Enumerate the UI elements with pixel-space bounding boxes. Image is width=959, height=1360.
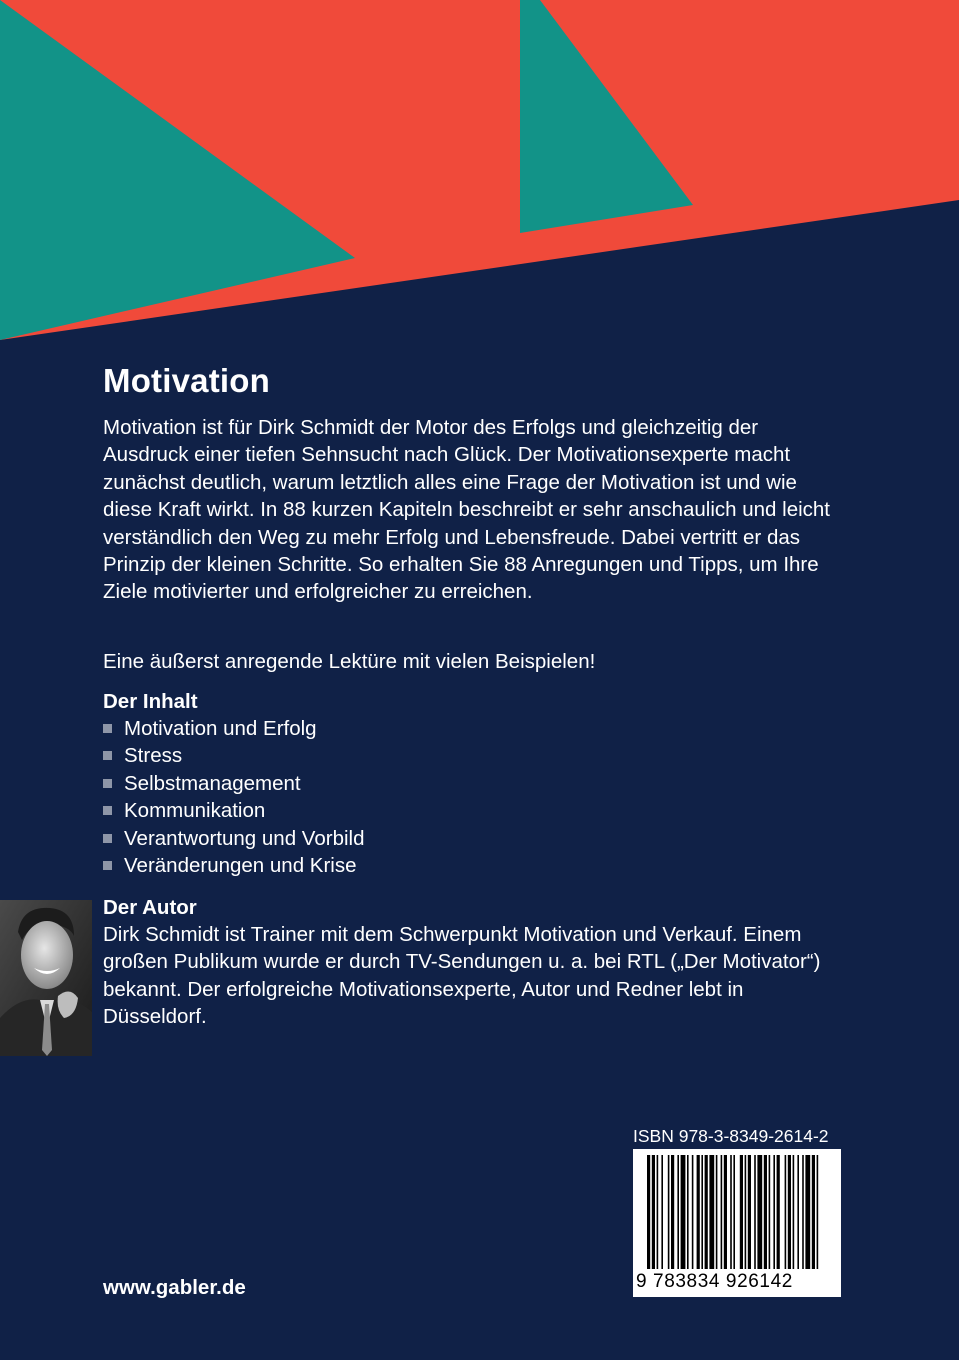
list-item: Veränderungen und Krise [103,852,364,879]
author-bio: Dirk Schmidt ist Trainer mit dem Schwerpunkt Motivation und Verkauf. Einem großen Publikum wurde er durch TV-Sendungen u. a. bei RTL („Der Motivator“) bekannt. Der erfolgreiche Motivationsexperte, Autor und Redner lebt in Düsseldorf. [103,923,821,1029]
barcode-bar [701,1155,703,1269]
barcode-bar [709,1155,714,1269]
author-heading: Der Autor [103,896,197,919]
barcode-bar [652,1155,655,1269]
barcode-bar [692,1155,694,1269]
barcode-bar [730,1155,732,1269]
barcode-bar [788,1155,791,1269]
author-photo [0,900,92,1056]
barcode-bar [661,1155,663,1269]
book-description: Motivation ist für Dirk Schmidt der Motor des Erfolgs und gleichzeitig der Ausdruck einer tiefen Sehnsucht nach Glück. Der Motivationsexperte macht zunächst deutlich, warum letztlich alles eine Frage der Motivation ist und wie diese Kraft wirkt. In 88 kurzen Kapiteln beschreibt er sehr anschaulich und leicht verständlich den Weg zu mehr Erfolg und Lebensfreude. Dabei vertritt er das Prinzip der kleinen Schritte. So erhalten Sie 88 Anregungen und Tipps, um Ihre Ziele motivierter und erfolgreicher zu erreichen. [103,416,830,604]
barcode-bar [764,1155,767,1269]
barcode-bar [745,1155,747,1269]
list-item: Verantwortung und Vorbild [103,825,364,852]
barcode-bar [733,1155,735,1269]
square-bullet-icon [103,834,112,843]
barcode-bar [647,1155,650,1269]
barcode-bar [757,1155,762,1269]
barcode-bar [793,1155,795,1269]
barcode-bar [724,1155,727,1269]
barcode-digits: 9 783834 926142 [636,1271,793,1292]
barcode-bar [754,1155,756,1269]
barcode-bar [671,1155,674,1269]
list-item: Selbstmanagement [103,770,364,797]
barcode-bar [797,1155,799,1269]
list-item: Stress [103,742,364,769]
barcode-bar [740,1155,743,1269]
square-bullet-icon [103,751,112,760]
barcode-bar [657,1155,659,1269]
book-tagline: Eine äußerst anregende Lektüre mit vielen Beispielen! [103,650,596,673]
square-bullet-icon [103,806,112,815]
barcode-bar [681,1155,686,1269]
barcode-bar [748,1155,751,1269]
barcode-bar [716,1155,718,1269]
contents-list [103,715,364,879]
barcode-bar [802,1155,804,1269]
barcode-bar [812,1155,815,1269]
barcode-bar [668,1155,670,1269]
barcode-bar [777,1155,780,1269]
book-title: Motivation [103,362,270,399]
barcode-bar [677,1155,679,1269]
square-bullet-icon [103,779,112,788]
barcode-bar [697,1155,700,1269]
barcode-bar [687,1155,689,1269]
barcode-bar [805,1155,810,1269]
publisher-url[interactable]: www.gabler.de [103,1276,246,1299]
barcode-bar [817,1155,819,1269]
barcode-bar [785,1155,787,1269]
contents-heading: Der Inhalt [103,690,198,713]
barcode [633,1149,841,1297]
isbn-label: ISBN 978-3-8349-2614-2 [633,1126,829,1146]
list-item: Motivation und Erfolg [103,715,364,742]
barcode-bar [773,1155,775,1269]
barcode-bar [769,1155,771,1269]
square-bullet-icon [103,724,112,733]
square-bullet-icon [103,861,112,870]
cover-graphic [0,0,959,345]
barcode-bar [705,1155,708,1269]
list-item: Kommunikation [103,797,364,824]
barcode-bar [721,1155,723,1269]
